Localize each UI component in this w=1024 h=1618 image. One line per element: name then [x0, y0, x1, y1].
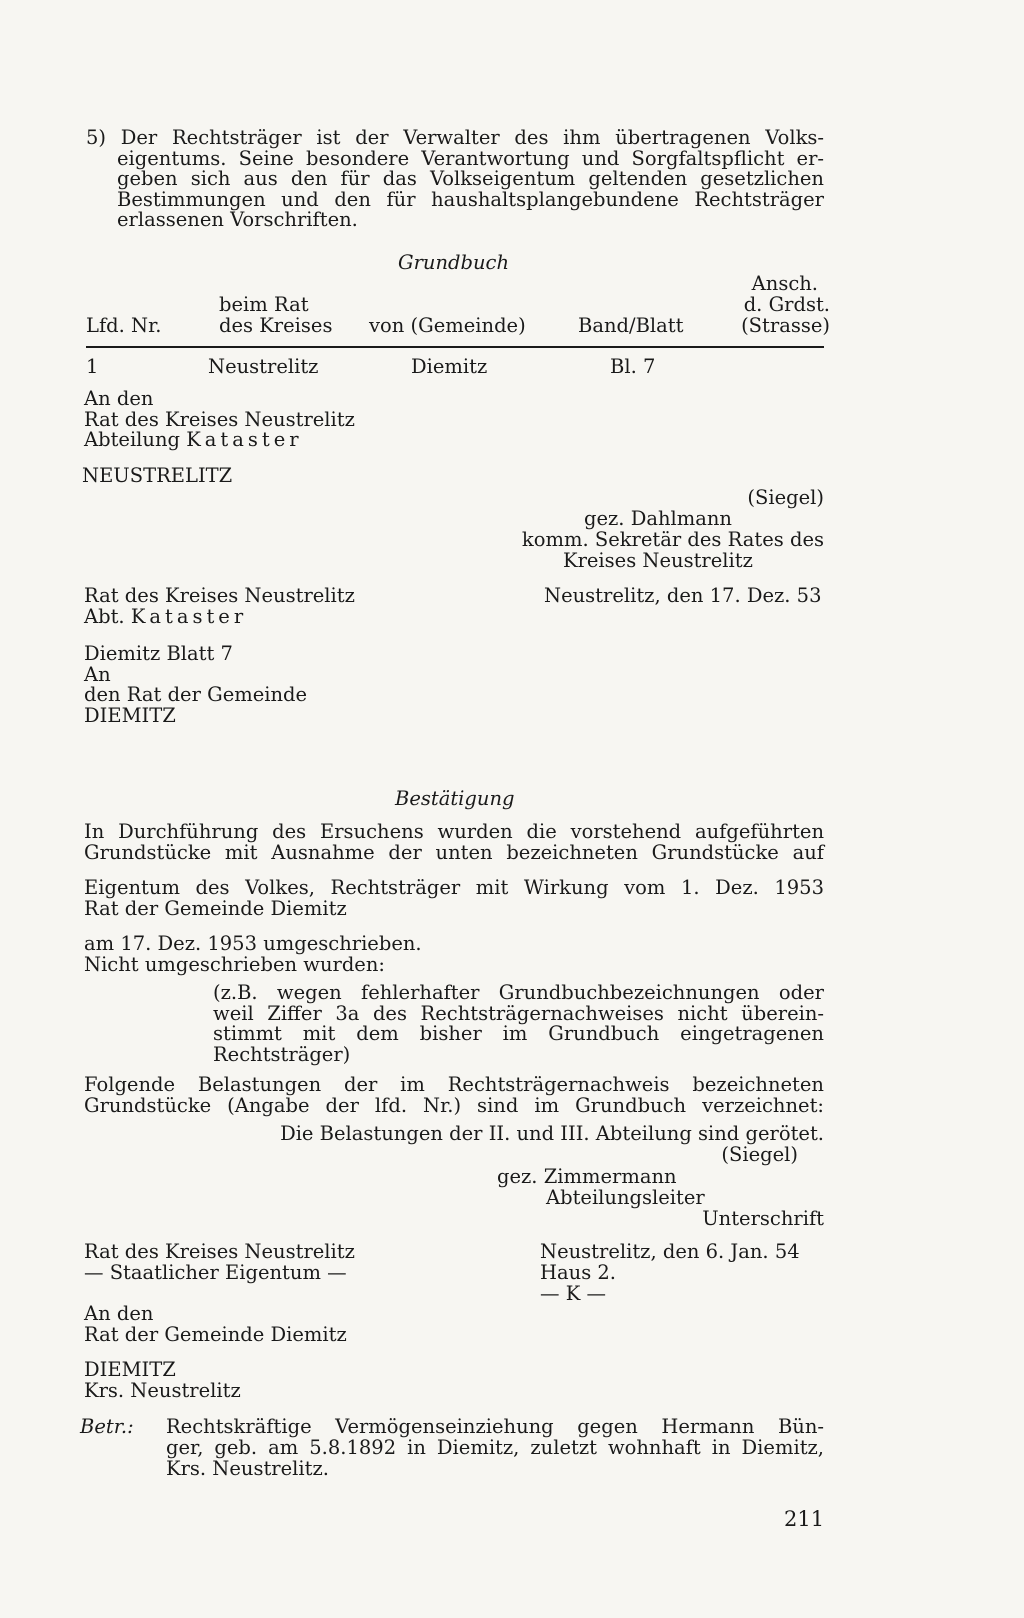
signature2-name: gez. Zimmermann: [497, 1165, 677, 1188]
intro-line: geben sich aus den für das Volkseigentum geltenden gesetzlichen: [117, 167, 824, 190]
address3-line: An den: [84, 1302, 154, 1325]
signature2-title: Abteilungsleiter: [546, 1186, 705, 1209]
signature2-seal: (Siegel): [721, 1143, 798, 1166]
table-rule: [86, 346, 824, 348]
signature1-title2: Kreises Neustrelitz: [563, 549, 753, 572]
bestaetigung-belastungen: [84, 1075, 824, 1116]
intro-line: eigentums. Seine besondere Verantwortung und Sorgfaltspflicht er-: [117, 146, 824, 170]
bestaetigung-note-last: Rechtsträger): [213, 1043, 351, 1066]
row-kreis: Neustrelitz: [208, 355, 319, 378]
address2-line: An: [84, 662, 111, 686]
address3-city: DIEMITZ: [84, 1358, 176, 1381]
sender1-line1: Rat des Kreises Neustrelitz: [84, 584, 355, 607]
bestaetigung-note: [213, 983, 824, 1045]
address3-district: Krs. Neustrelitz: [84, 1379, 241, 1402]
address1: [84, 389, 355, 451]
abt-prefix: Abt.: [84, 605, 125, 628]
signature1-title1: komm. Sekretär des Rates des: [521, 528, 824, 551]
address2-line: den Rat der Gemeinde: [84, 683, 308, 706]
bestaetigung-para2-line1: Eigentum des Volkes, Rechtsträger mit Wirkung vom 1. Dez. 1953: [84, 876, 824, 899]
abteilung-prefix: Abteilung: [84, 428, 181, 451]
header-rat-line2: des Kreises: [219, 314, 333, 337]
belastungen-line: Folgende Belastungen der im Rechtsträgernachweis bezeichneten: [84, 1073, 824, 1096]
header-band: Band/Blatt: [578, 314, 684, 337]
belastungen-line: Grundstücke (Angabe der lfd. Nr.) sind im Grundbuch verzeichnet:: [84, 1093, 824, 1117]
para1-line: In Durchführung des Ersuchens wurden die vorstehend aufgeführten: [84, 820, 824, 843]
intro-line: Bestimmungen und den für haushaltsplangebundene Rechtsträger: [117, 187, 824, 211]
sender1-abt: [84, 607, 247, 628]
row-band: Bl. 7: [610, 355, 656, 378]
sender1-date: Neustrelitz, den 17. Dez. 53: [544, 584, 822, 607]
row-gemeinde: Diemitz: [411, 355, 488, 378]
bestaetigung-date-line: am 17. Dez. 1953 umgeschrieben.: [84, 932, 422, 955]
header-ansch-line2: d. Grdst.: [743, 293, 830, 316]
header-ansch-line3: (Strasse): [741, 314, 830, 337]
signature2-label: Unterschrift: [702, 1207, 824, 1230]
intro-line: 5) Der Rechtsträger ist der Verwalter des ihm übertragenen Volks-: [86, 126, 824, 149]
sender2-date: Neustrelitz, den 6. Jan. 54: [540, 1240, 800, 1263]
sender2-haus: Haus 2.: [540, 1261, 617, 1284]
bestaetigung-para1: [84, 822, 824, 863]
address1-line: Rat des Kreises Neustrelitz: [84, 407, 355, 431]
bestaetigung-belastungen-note: Die Belastungen der II. und III. Abteilung sind gerötet.: [280, 1122, 824, 1145]
intro-paragraph: [86, 128, 824, 210]
address2: [84, 644, 307, 726]
address1-line: An den: [84, 387, 154, 410]
betr-body: [166, 1417, 824, 1458]
address1-abteilung: [84, 430, 355, 451]
note-line: weil Ziffer 3a des Rechtsträgernachweises nicht überein-: [213, 1001, 824, 1025]
header-gemeinde: von (Gemeinde): [369, 314, 526, 337]
address1-city: NEUSTRELITZ: [82, 464, 233, 487]
header-ansch-line1: Ansch.: [751, 272, 818, 295]
address3: [84, 1304, 347, 1345]
header-rat-line1: beim Rat: [219, 293, 309, 316]
address2-line: Diemitz Blatt 7: [84, 642, 233, 665]
bestaetigung-para2-line2: Rat der Gemeinde Diemitz: [84, 897, 347, 920]
betr-line: ger, geb. am 5.8.1892 in Diemitz, zuletzt wohnhaft in Diemitz,: [166, 1435, 824, 1459]
betr-line: Rechtskräftige Vermögenseinziehung gegen Hermann Bün-: [166, 1415, 824, 1438]
signature1-seal: (Siegel): [747, 486, 824, 509]
address2-line: DIEMITZ: [84, 703, 176, 727]
betr-label: Betr.:: [80, 1415, 134, 1438]
grundbuch-caption: Grundbuch: [398, 251, 510, 274]
intro-last-line: erlassenen Vorschriften.: [117, 208, 358, 231]
abteilung-name: Kataster: [186, 428, 303, 451]
bestaetigung-heading: Bestätigung: [395, 787, 515, 810]
sender2-line2: — Staatlicher Eigentum —: [84, 1261, 347, 1284]
header-lfd-nr: Lfd. Nr.: [86, 314, 162, 337]
abt-name: Kataster: [130, 605, 248, 628]
para1-line: Grundstücke mit Ausnahme der unten bezeichneten Grundstücke auf: [84, 840, 824, 864]
signature1-name: gez. Dahlmann: [584, 507, 732, 530]
note-line: stimmt mit dem bisher im Grundbuch eingetragenen: [213, 1022, 824, 1045]
page-number: 211: [784, 1507, 825, 1531]
bestaetigung-not-line: Nicht umgeschrieben wurden:: [84, 953, 385, 976]
sender2-ref: — K —: [540, 1282, 606, 1305]
sender2-line1: Rat des Kreises Neustrelitz: [84, 1240, 355, 1263]
note-line: (z.B. wegen fehlerhafter Grundbuchbezeichnungen oder: [213, 981, 824, 1004]
betr-line-last: Krs. Neustrelitz.: [166, 1457, 329, 1480]
row-lfd-nr: 1: [86, 355, 99, 378]
address3-line: Rat der Gemeinde Diemitz: [84, 1322, 347, 1346]
